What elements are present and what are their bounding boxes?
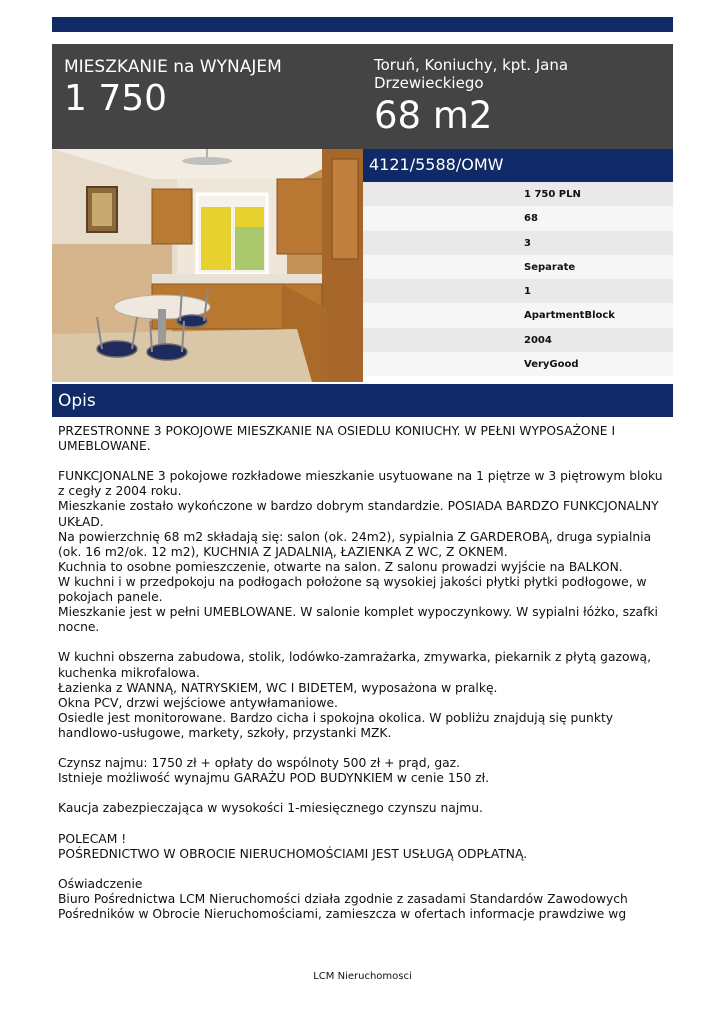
offer-type: MIESZKANIE na WYNAJEM xyxy=(64,57,282,77)
property-value: ApartmentBlock xyxy=(524,310,615,322)
reference-number: 4121/5588/OMW xyxy=(369,155,504,174)
description-title: Opis xyxy=(58,391,96,411)
property-value: Separate xyxy=(524,261,576,273)
property-row xyxy=(363,182,673,206)
apartment-photo xyxy=(52,149,363,382)
top-banner-bar xyxy=(52,17,673,32)
property-value: 1 xyxy=(524,286,531,298)
reference-bar xyxy=(363,149,673,182)
description-text: PRZESTRONNE 3 POKOJOWE MIESZKANIE NA OSIEDLU KONIUCHY. W PEŁNI WYPOSAŻONE I UMEBLOWANE. FUNKCJONALNE 3 pokojowe rozkładowe mieszkanie usytuowane na 1 piętrze w 3 piętrowym bloku z cegły z 2004 roku. Mieszkanie zostało wykończone w bardzo dobrym standardzie. POSIADA BARDZO FUNKCJONALNY UKŁAD. Na powierzchnię 68 m2 składają się: salon (ok. 24m2), sypialnia Z GARDEROBĄ, druga sypialnia (ok. 16 m2/ok. 12 m2), KUCHNIA Z JADALNIĄ, ŁAZIENKA Z WC, Z OKNEM. Kuchnia to osobne pomieszczenie, otwarte na salon. Z salonu prowadzi wyjście na BALKON. W kuchni i w przedpokoju na podłogach położone są wysokiej jakości płytki płytki podłogowe, w pokojach panele. Mieszkanie jest w pełni UMEBLOWANE. W salonie komplet wypoczynkowy. W sypialni łóżko, szafki nocne. W kuchni obszerna zabudowa, stolik, lodówko-zamrażarka, zmywarka, piekarnik z płytą gazową, kuchenka mikrofalowa. Łazienka z WANNĄ, NATRYSKIEM, WC I BIDETEM, wyposażona w pralkę. Okna PCV, drzwi wejściowe antywłamaniowe. Osiedle jest monitorowane. Bardzo cicha i spokojna okolica. W pobliżu znajdują się punkty handlowo-usługowe, markety, szkoły, przystanki MZK. Czynsz najmu: 1750 zł + opłaty do wspólnoty 500 zł + prąd, gaz. Istnieje możliwość wynajmu GARAŻU POD BUDYNKIEM w cenie 150 zł. Kaucja zabezpieczająca w wysokości 1-miesięcznego czynszu najmu. POLECAM ! POŚREDNICTWO W OBROCIE NIERUCHOMOŚCIAMI JEST USŁUGĄ ODPŁATNĄ. Oświadczenie Biuro Pośrednictwa LCM Nieruchomości działa zgodnie z zasadami Standardów Zawodowych Pośredników w Obrocie Nieruchomościami, zamieszcza w ofertach informacje prawdziwe wg xyxy=(58,424,663,921)
property-value: 1 750 PLN xyxy=(524,189,581,200)
offer-price: 1 750 xyxy=(64,78,168,119)
property-row xyxy=(363,231,673,255)
property-row xyxy=(363,328,673,352)
property-list xyxy=(363,182,673,376)
property-value: VeryGood xyxy=(524,359,579,371)
description-body xyxy=(58,424,668,922)
description-header xyxy=(52,384,673,417)
offer-location: Toruń, Koniuchy, kpt. Jana Drzewieckiego xyxy=(374,56,569,92)
property-value: 2004 xyxy=(524,334,552,346)
property-value: 68 xyxy=(524,213,538,225)
property-value: 3 xyxy=(524,237,531,249)
property-row xyxy=(363,303,673,327)
footer-text: LCM Nieruchomosci xyxy=(313,971,412,982)
property-row xyxy=(363,206,673,230)
property-row xyxy=(363,279,673,303)
property-row xyxy=(363,255,673,279)
offer-area: 68 m2 xyxy=(374,94,493,137)
offer-header xyxy=(52,44,673,149)
property-row xyxy=(363,352,673,376)
